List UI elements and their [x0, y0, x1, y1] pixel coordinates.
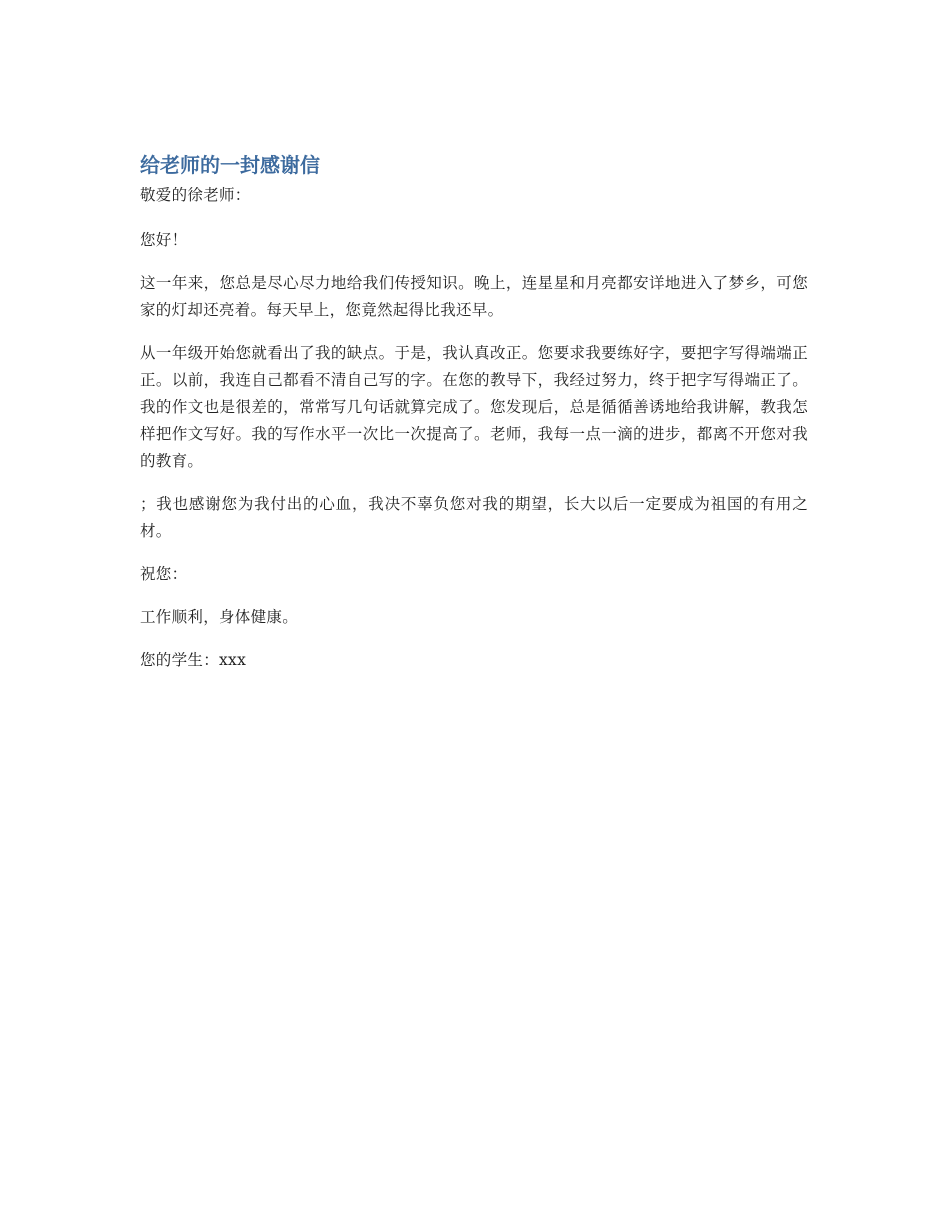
paragraph-1: 这一年来，您总是尽心尽力地给我们传授知识。晚上，连星星和月亮都安详地进入了梦乡，可您家的灯却还亮着。每天早上，您竟然起得比我还早。 [140, 274, 808, 319]
paragraph-3: ；我也感谢您为我付出的心血，我决不辜负您对我的期望，长大以后一定要成为祖国的有用之材。 [140, 495, 808, 540]
signature: 您的学生：xxx [140, 651, 247, 669]
closing-wish: 祝您： [140, 565, 188, 583]
salutation: 敬爱的徐老师： [140, 186, 251, 204]
letter-title: 给老师的一封感谢信 [140, 153, 320, 177]
greeting: 您好！ [140, 231, 188, 249]
letter-body [140, 148, 808, 690]
wish-text: 工作顺利，身体健康。 [140, 608, 299, 626]
paragraph-2: 从一年级开始您就看出了我的缺点。于是，我认真改正。您要求我要练好字，要把字写得端端正正。以前，我连自己都看不清自己写的字。在您的教导下，我经过努力，终于把字写得端正了。我的作文也是很差的，常常写几句话就算完成了。您发现后，总是循循善诱地给我讲解，教我怎样把作文写好。我的写作水平一次比一次提高了。老师，我每一点一滴的进步，都离不开您对我的教育。 [140, 344, 808, 470]
